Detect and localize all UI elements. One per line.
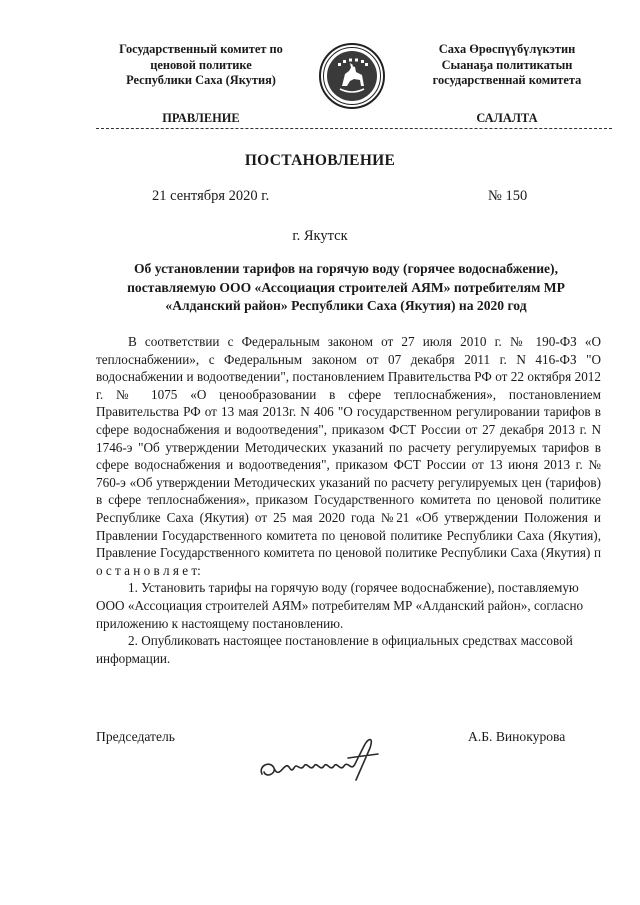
- preamble-paragraph: [96, 333, 601, 579]
- document-title: ПОСТАНОВЛЕНИЕ: [244, 152, 396, 169]
- department-yakut: САЛАЛТА: [476, 111, 538, 125]
- issuer-name-yakut: [398, 42, 616, 89]
- resolution-item-1: 1. Установить тарифы на горячую воду (горячее водоснабжение), поставляемую ООО «Ассоциация строителей АЯМ» потребителям МР «Алданский район», согласно приложению к настоящему постановлению.: [96, 580, 584, 631]
- issuer-name-russian: [92, 42, 310, 89]
- handwritten-signature-icon: [256, 728, 396, 788]
- issuer-line: Саха Өрөспүүбүлүкэтин: [438, 42, 576, 56]
- header-divider: [96, 128, 612, 129]
- decree-word: п о с т а н о в л я е т:: [96, 545, 602, 578]
- coat-of-arms-emblem-icon: [318, 42, 386, 110]
- department-russian: ПРАВЛЕНИЕ: [162, 111, 240, 125]
- document-number: № 150: [488, 188, 528, 204]
- signatory-role: Председатель: [96, 729, 175, 744]
- document-city: г. Якутск: [292, 228, 348, 244]
- document-body: [96, 333, 601, 667]
- subject-line: «Алданский район» Республики Саха (Якутия) на 2020 год: [165, 298, 527, 313]
- issuer-line: Государственный комитет по: [119, 42, 283, 56]
- subject-line: поставляемую ООО «Ассоциация строителей АЯМ» потребителям МР: [127, 279, 565, 295]
- issuer-line: ценовой политике: [150, 57, 252, 72]
- document-subject: [96, 260, 596, 316]
- document-date: 21 сентября 2020 г.: [152, 188, 270, 204]
- issuer-line: государственнай комитета: [432, 73, 582, 87]
- preamble-text: В соответствии с Федеральным законом от 27 июля 2010 г. № 190-ФЗ «О теплоснабжении», с Федеральным законом от 07 декабря 2011 г. N 416-ФЗ "О водоснабжении и водоотведении", постановлением Правительства РФ от 22 октября 2012 г. № 1075 «О ценообразовании в сфере теплоснабжения», постановлением Правительства РФ от 13 мая 2013г. N 406 "О государственном регулировании тарифов в сфере водоснабжения и водоотведения", приказом ФСТ России от 27 декабря 2013 г. N 1746-э "Об утверждении Методических указаний по расчету регулируемых тарифов в сфере водоснабжения и водоотведения", приказом ФСТ России от 13 июня 2013 г. № 760-э «Об утверждении Методических указаний по расчету регулируемых цен (тарифов) в сфере теплоснабжения», приказом Государственного комитета по ценовой политике Республике Саха (Якутия) от 25 мая 2020 года №21 «Об утверждении Положения и Правлении Государственного комитета по ценовой политике Республики Саха (Якутия), Правление Государственного комитета по ценовой политике Республики Саха (Якутия): [96, 334, 601, 561]
- issuer-line: Сыанаҕа политикатын: [441, 57, 573, 72]
- subject-line: Об установлении тарифов на горячую воду (горячее водоснабжение),: [133, 261, 558, 276]
- issuer-line: Республики Саха (Якутия): [126, 73, 276, 87]
- resolution-item-2: 2. Опубликовать настоящее постановление в официальных средствах массовой информации.: [96, 633, 573, 666]
- signatory-name: А.Б. Винокурова: [468, 729, 566, 744]
